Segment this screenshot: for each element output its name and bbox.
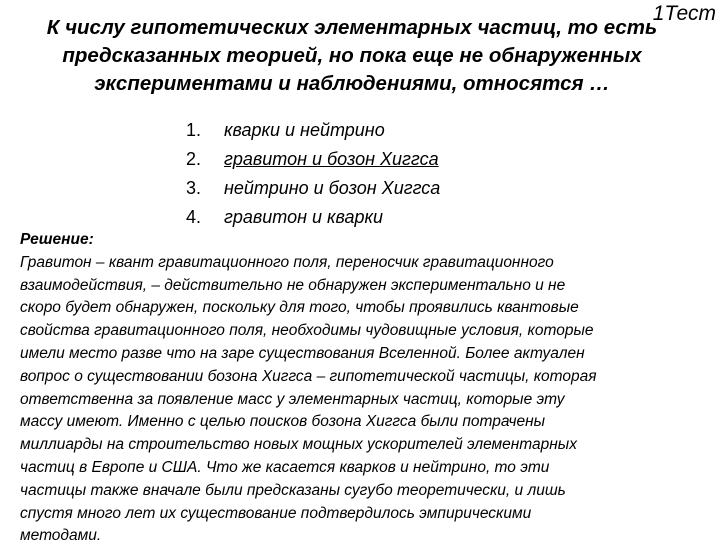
answer-label: нейтрино и бозон Хиггса [224, 178, 441, 198]
solution-line: частицы также вначале были предсказаны сугубо теоретически, и лишь [20, 481, 566, 499]
test-label: 1Тест [652, 2, 716, 25]
solution-line: частиц в Европе и США. Что же касается кварков и нейтрино, то эти [20, 458, 550, 476]
answer-option-1[interactable] [186, 116, 440, 145]
answer-number: 2. [186, 149, 202, 169]
answer-number: 1. [186, 120, 202, 140]
solution-text [20, 252, 704, 548]
question-text: К числу гипотетических элементарных частиц, то есть предсказанных теорией, но пока еще не обнаруженных экспериментами и наблюдениями, относятся … [46, 16, 658, 95]
solution-line: ответственна за появление масс у элементарных частиц, которые эту [20, 390, 565, 408]
solution-line: миллиарды на строительство новых мощных ускорителей элементарных [20, 436, 577, 454]
solution-block [20, 229, 704, 548]
solution-line: методами. [20, 527, 102, 545]
solution-line: взаимодействия, – действительно не обнаружен экспериментально и не [20, 276, 566, 294]
answer-label: кварки и нейтрино [224, 120, 385, 140]
solution-line: Гравитон – квант гравитационного поля, переносчик гравитационного [20, 253, 554, 271]
answer-label-correct: гравитон и бозон Хиггса [224, 149, 439, 169]
answer-option-4[interactable] [186, 203, 440, 232]
answer-option-2[interactable] [186, 145, 440, 174]
solution-heading: Решение: [20, 231, 94, 248]
answer-number: 3. [186, 178, 202, 198]
answer-number: 4. [186, 207, 202, 227]
solution-line: спустя много лет их существование подтвердилось эмпирическими [20, 504, 532, 522]
solution-line: массу имеют. Именно с целью поисков бозона Хиггса были потрачены [20, 413, 546, 431]
solution-line: скоро будет обнаружен, поскольку для того, чтобы проявились квантовые [20, 299, 579, 317]
answer-label: гравитон и кварки [224, 207, 384, 227]
answer-list [186, 116, 440, 232]
solution-line: имели место разве что на заре существования Вселенной. Более актуален [20, 344, 585, 362]
answer-option-3[interactable] [186, 174, 440, 203]
solution-line: вопрос о существовании бозона Хиггса – гипотетической частицы, которая [20, 367, 597, 385]
solution-line: свойства гравитационного поля, необходимы чудовищные условия, которые [20, 322, 594, 340]
